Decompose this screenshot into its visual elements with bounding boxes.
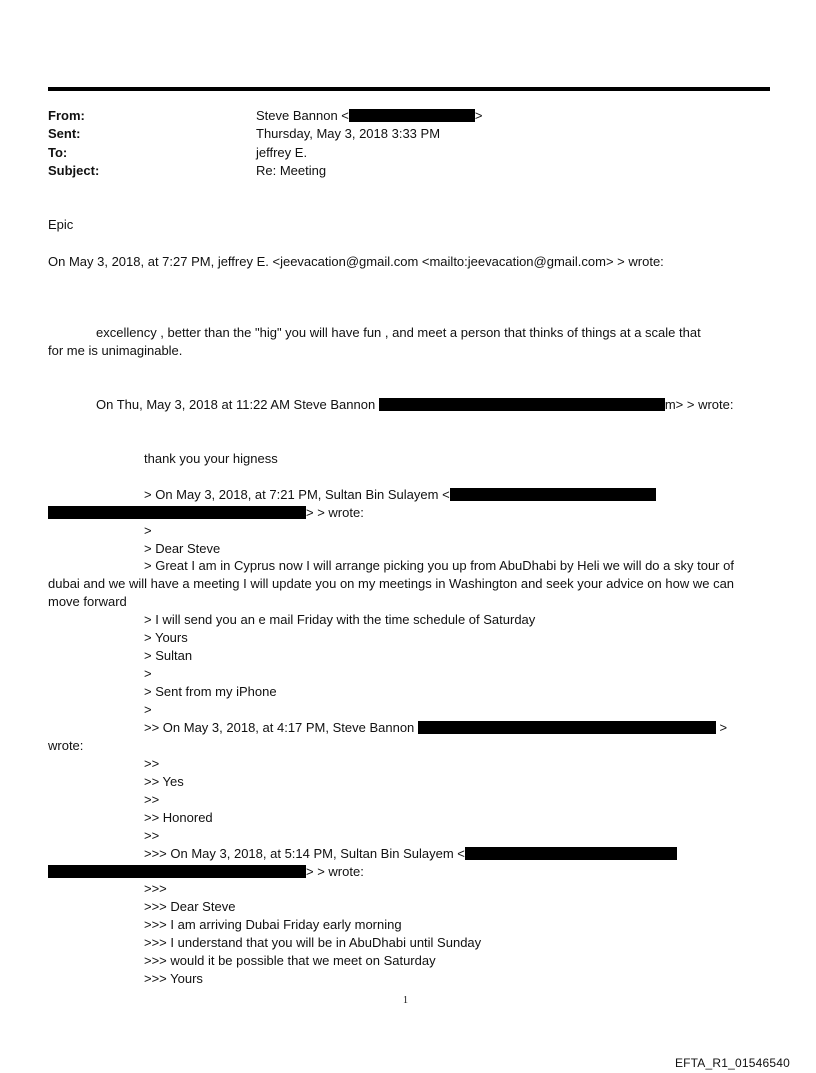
redaction-block bbox=[349, 109, 475, 122]
subject-value: Re: Meeting bbox=[256, 163, 327, 178]
body-line: >>> would it be possible that we meet on Saturday bbox=[144, 953, 436, 968]
body-line: >>> On May 3, 2018, at 5:14 PM, Sultan Bin Sulayem < bbox=[144, 846, 677, 862]
body-line: > Sent from my iPhone bbox=[144, 684, 277, 699]
body-line: > Great I am in Cyprus now I will arrange picking you up from AbuDhabi by Heli we will do a sky tour of bbox=[144, 558, 734, 573]
subject-label: Subject: bbox=[48, 163, 100, 178]
redaction-block bbox=[48, 865, 306, 878]
body-line: >>> I am arriving Dubai Friday early morning bbox=[144, 917, 402, 932]
body-line: >> Yes bbox=[144, 774, 184, 789]
body-line: > bbox=[144, 702, 152, 717]
from-value: Steve Bannon < > bbox=[256, 108, 483, 123]
body-line: > Sultan bbox=[144, 648, 193, 663]
body-line: for me is unimaginable. bbox=[48, 343, 183, 358]
body-line: > bbox=[144, 666, 152, 681]
body-line: > bbox=[144, 523, 152, 538]
body-line: >> bbox=[144, 756, 160, 771]
body-line: >> bbox=[144, 828, 160, 843]
page-number: 1 bbox=[403, 995, 408, 1006]
body-line: > > wrote: bbox=[48, 505, 364, 521]
header-divider bbox=[48, 87, 770, 91]
to-label: To: bbox=[48, 145, 68, 160]
body-line: > Yours bbox=[144, 630, 188, 645]
body-line: >> On May 3, 2018, at 4:17 PM, Steve Bannon > bbox=[144, 720, 728, 735]
body-line: thank you your higness bbox=[144, 451, 278, 466]
body-line: > On May 3, 2018, at 7:21 PM, Sultan Bin Sulayem < bbox=[144, 487, 656, 503]
sent-value: Thursday, May 3, 2018 3:33 PM bbox=[256, 126, 441, 141]
body-line: On Thu, May 3, 2018 at 11:22 AM Steve Bannon m> > wrote: bbox=[96, 397, 734, 412]
body-line: >>> bbox=[144, 881, 167, 896]
redaction-block bbox=[465, 847, 677, 860]
body-line: dubai and we will have a meeting I will update you on my meetings in Washington and seek your advice on how we can bbox=[48, 576, 735, 591]
document-id: EFTA_R1_01546540 bbox=[674, 1056, 790, 1070]
body-line: >> bbox=[144, 792, 160, 807]
from-label: From: bbox=[48, 108, 85, 123]
body-line: On May 3, 2018, at 7:27 PM, jeffrey E. <jeevacation@gmail.com <mailto:jeevacation@gmail.com> > wrote: bbox=[48, 254, 664, 269]
redaction-block bbox=[418, 721, 716, 734]
body-line: > > wrote: bbox=[48, 864, 364, 880]
body-line: > Dear Steve bbox=[144, 541, 221, 556]
body-line: >>> I understand that you will be in AbuDhabi until Sunday bbox=[144, 935, 482, 950]
redaction-block bbox=[450, 488, 656, 501]
body-line: >> Honored bbox=[144, 810, 213, 825]
body-line: > I will send you an e mail Friday with the time schedule of Saturday bbox=[144, 612, 536, 627]
body-line: >>> Yours bbox=[144, 971, 203, 986]
redaction-block bbox=[379, 398, 665, 411]
redaction-block bbox=[48, 506, 306, 519]
to-value: jeffrey E. bbox=[256, 145, 308, 160]
body-line: wrote: bbox=[48, 738, 84, 753]
body-line: excellency , better than the "hig" you will have fun , and meet a person that thinks of things at a scale that bbox=[96, 325, 701, 340]
body-line: Epic bbox=[48, 217, 74, 232]
body-line: move forward bbox=[48, 594, 127, 609]
sent-label: Sent: bbox=[48, 126, 81, 141]
body-line: >>> Dear Steve bbox=[144, 899, 236, 914]
